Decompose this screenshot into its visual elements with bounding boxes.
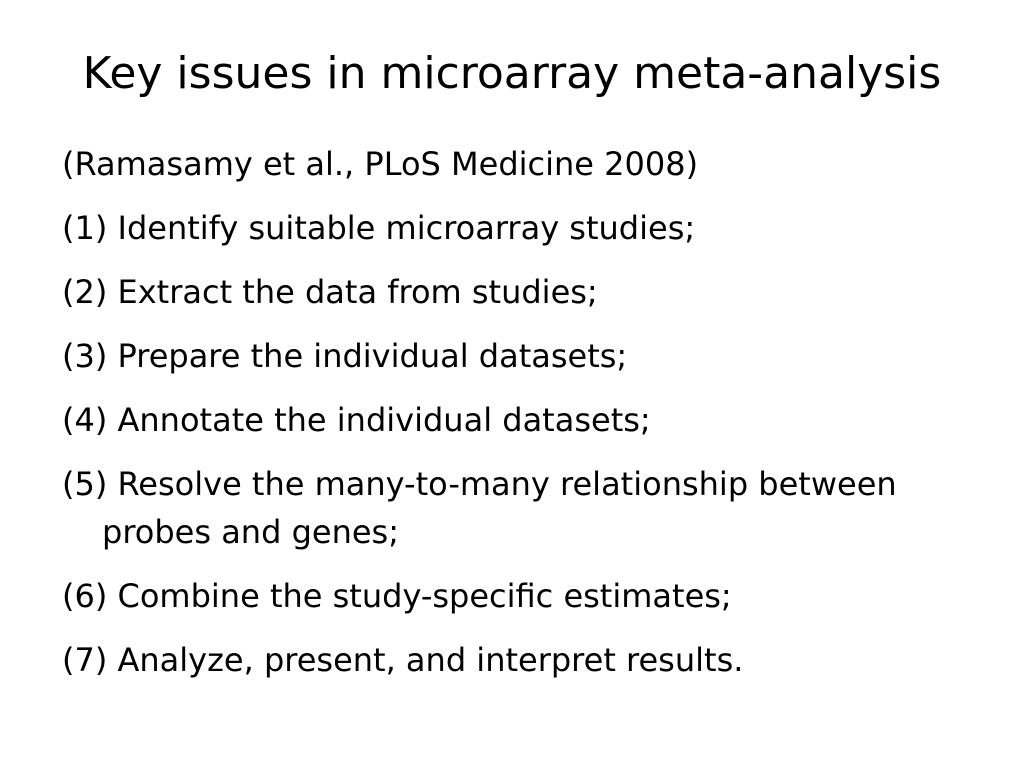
list-item: (1) Identify suitable microarray studies; (62, 209, 696, 247)
slide-title: Key issues in microarray meta-analysis (82, 48, 942, 99)
list-item: (6) Combine the study-specific estimates; (62, 577, 732, 615)
list-item: (3) Prepare the individual datasets; (62, 337, 628, 375)
list-item: (2) Extract the data from studies; (62, 273, 598, 311)
citation-line: (Ramasamy et al., PLoS Medicine 2008) (62, 145, 699, 183)
bullet-list (62, 140, 972, 700)
list-item: (7) Analyze, present, and interpret results. (62, 641, 744, 679)
list-item: (5) Resolve the many-to-many relationship between probes and genes; (62, 465, 897, 551)
list-item: (4) Annotate the individual datasets; (62, 401, 651, 439)
